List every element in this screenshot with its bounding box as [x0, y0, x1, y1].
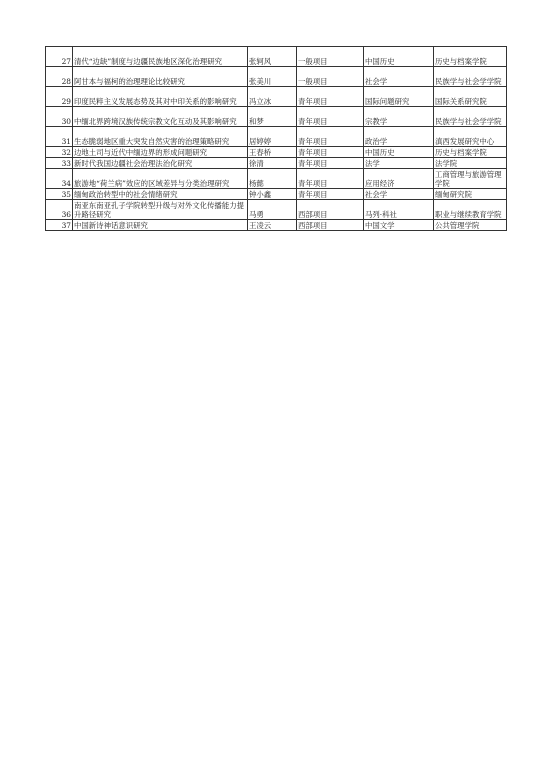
- table-row: [46, 147, 507, 158]
- project-leader-cell: 张轲风: [248, 47, 297, 67]
- project-category-cell: 青年项目: [297, 189, 364, 200]
- project-category-cell: 青年项目: [297, 147, 364, 158]
- project-leader-cell: 钟小鑫: [248, 189, 297, 200]
- discipline-cell: 马列·科社: [364, 200, 434, 220]
- row-number-cell: 31: [46, 127, 73, 147]
- project-list-body: [46, 47, 507, 231]
- table-row: [46, 47, 507, 67]
- project-leader-cell: 杨懿: [248, 169, 297, 189]
- project-title-cell: 印度民粹主义发展态势及其对中印关系的影响研究: [73, 87, 248, 107]
- row-number-cell: 35: [46, 189, 73, 200]
- row-number-cell: 28: [46, 67, 73, 87]
- table-row: [46, 67, 507, 87]
- discipline-cell: 政治学: [364, 127, 434, 147]
- row-number-cell: 33: [46, 158, 73, 169]
- project-title-cell: 缅甸政治转型中的社会情绪研究: [73, 189, 248, 200]
- table-row: [46, 220, 507, 231]
- row-number-cell: 37: [46, 220, 73, 231]
- project-title-cell: 新时代我国边疆社会治理法治化研究: [73, 158, 248, 169]
- project-leader-cell: 王凌云: [248, 220, 297, 231]
- project-title-cell: 中缅北界跨境汉族传统宗教文化互动及其影响研究: [73, 107, 248, 127]
- project-leader-cell: 和梦: [248, 107, 297, 127]
- project-category-cell: 青年项目: [297, 107, 364, 127]
- affiliated-unit-cell: 职业与继续教育学院: [434, 200, 507, 220]
- affiliated-unit-cell: 缅甸研究院: [434, 189, 507, 200]
- project-category-cell: 一般项目: [297, 47, 364, 67]
- project-title-cell: 南亚东南亚孔子学院转型升级与对外文化传播能力提升路径研究: [73, 200, 248, 220]
- project-category-cell: 青年项目: [297, 158, 364, 169]
- discipline-cell: 国际问题研究: [364, 87, 434, 107]
- project-category-cell: 西部项目: [297, 220, 364, 231]
- project-leader-cell: 冯立冰: [248, 87, 297, 107]
- table-row: [46, 107, 507, 127]
- affiliated-unit-cell: 民族学与社会学学院: [434, 107, 507, 127]
- project-category-cell: 一般项目: [297, 67, 364, 87]
- affiliated-unit-cell: 历史与档案学院: [434, 47, 507, 67]
- row-number-cell: 32: [46, 147, 73, 158]
- project-category-cell: 西部项目: [297, 200, 364, 220]
- row-number-cell: 29: [46, 87, 73, 107]
- project-list-table: [45, 46, 507, 231]
- discipline-cell: 社会学: [364, 189, 434, 200]
- affiliated-unit-cell: 工商管理与旅游管理学院: [434, 169, 507, 189]
- table-row: [46, 87, 507, 107]
- row-number-cell: 34: [46, 169, 73, 189]
- affiliated-unit-cell: 民族学与社会学学院: [434, 67, 507, 87]
- project-leader-cell: 徐清: [248, 158, 297, 169]
- project-category-cell: 青年项目: [297, 87, 364, 107]
- affiliated-unit-cell: 法学院: [434, 158, 507, 169]
- project-category-cell: 青年项目: [297, 169, 364, 189]
- table-row: [46, 158, 507, 169]
- table-row: [46, 169, 507, 189]
- project-title-cell: 生态脆弱地区重大突发自然灾害的治理策略研究: [73, 127, 248, 147]
- project-title-cell: 边地土司与近代中缅边界的形成问题研究: [73, 147, 248, 158]
- discipline-cell: 中国历史: [364, 147, 434, 158]
- discipline-cell: 中国历史: [364, 47, 434, 67]
- affiliated-unit-cell: 公共管理学院: [434, 220, 507, 231]
- project-title-cell: 旅游地“荷兰病”效应的区域差异与分类治理研究: [73, 169, 248, 189]
- row-number-cell: 27: [46, 47, 73, 67]
- project-title-cell: 阿甘本与福柯的治理理论比较研究: [73, 67, 248, 87]
- project-leader-cell: 马勇: [248, 200, 297, 220]
- table-row: [46, 189, 507, 200]
- affiliated-unit-cell: 国际关系研究院: [434, 87, 507, 107]
- discipline-cell: 宗教学: [364, 107, 434, 127]
- row-number-cell: 30: [46, 107, 73, 127]
- project-category-cell: 青年项目: [297, 127, 364, 147]
- project-leader-cell: 张美川: [248, 67, 297, 87]
- discipline-cell: 应用经济: [364, 169, 434, 189]
- project-title-cell: 中国新诗神话意识研究: [73, 220, 248, 231]
- project-leader-cell: 居婷婷: [248, 127, 297, 147]
- discipline-cell: 法学: [364, 158, 434, 169]
- table-row: [46, 127, 507, 147]
- discipline-cell: 社会学: [364, 67, 434, 87]
- affiliated-unit-cell: 历史与档案学院: [434, 147, 507, 158]
- project-title-cell: 清代“边缺”制度与边疆民族地区深化治理研究: [73, 47, 248, 67]
- discipline-cell: 中国文学: [364, 220, 434, 231]
- affiliated-unit-cell: 滇西发展研究中心: [434, 127, 507, 147]
- project-leader-cell: 王春桥: [248, 147, 297, 158]
- table-row: [46, 200, 507, 220]
- row-number-cell: 36: [46, 200, 73, 220]
